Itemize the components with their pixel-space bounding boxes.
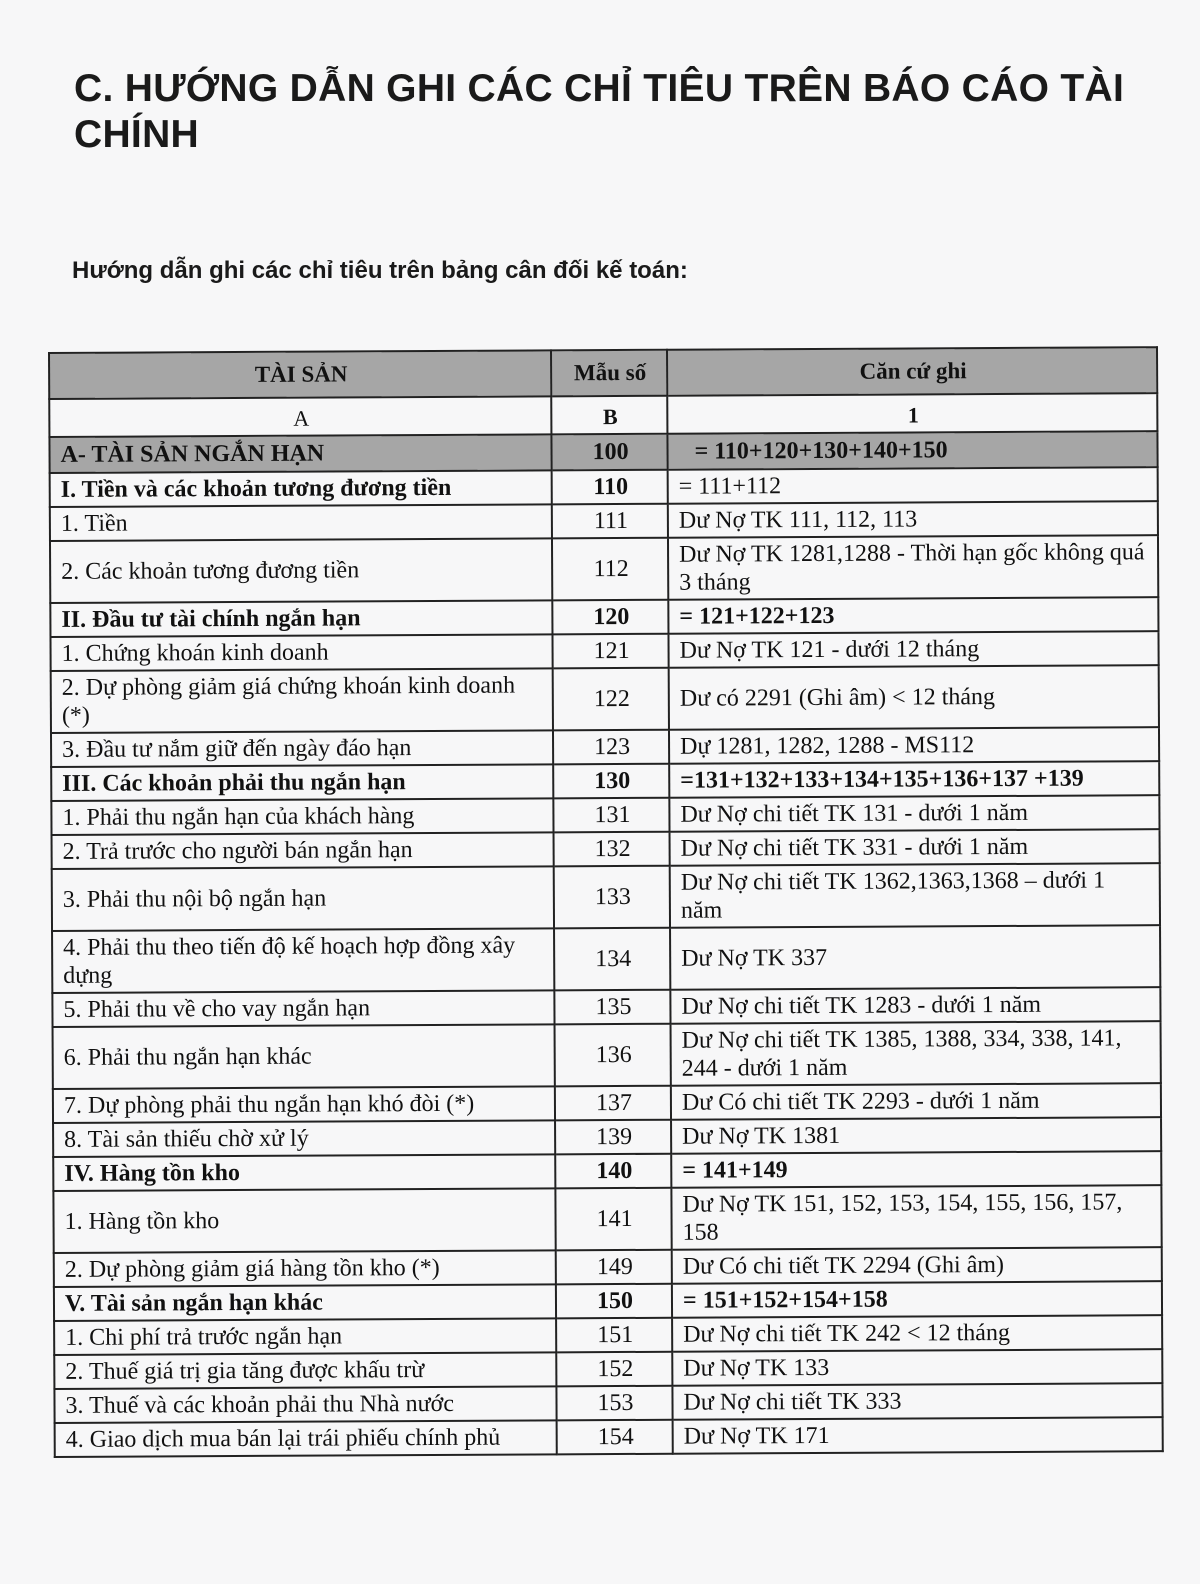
row-code: 110 (552, 470, 668, 505)
page-title: C. HƯỚNG DẪN GHI CÁC CHỈ TIÊU TRÊN BÁO CÁO TÀI CHÍNH (74, 67, 1125, 156)
row-code: 132 (554, 832, 670, 867)
row-label: 4. Giao dịch mua bán lại trái phiếu chính phủ (55, 1420, 557, 1457)
row-label: I. Tiền và các khoản tương đương tiền (50, 470, 552, 507)
row-label: 1. Chi phí trả trước ngắn hạn (54, 1318, 556, 1355)
table-row (50, 501, 1158, 541)
row-basis: = 141+149 (671, 1151, 1161, 1188)
row-code: 120 (552, 600, 668, 635)
row-basis: =131+132+133+134+135+136+137 +139 (669, 761, 1159, 798)
row-label: II. Đầu tư tài chính ngắn hạn (50, 600, 552, 637)
row-label: 2. Trả trước cho người bán ngắn hạn (52, 832, 554, 869)
table-row (53, 1117, 1161, 1157)
column-letter-1: 1 (667, 393, 1157, 434)
row-code: 149 (556, 1250, 672, 1285)
row-basis: Dư Có chi tiết TK 2294 (Ghi âm) (672, 1247, 1162, 1284)
row-code: 135 (554, 990, 670, 1025)
row-code: 100 (551, 434, 667, 471)
row-code: 130 (553, 764, 669, 799)
row-label: 3. Thuế và các khoản phải thu Nhà nước (54, 1386, 556, 1423)
table-row (52, 987, 1160, 1027)
header-basis: Căn cứ ghi (667, 347, 1157, 396)
row-code: 133 (554, 866, 670, 929)
row-basis: Dư Nợ chi tiết TK 1362,1363,1368 – dưới 1 năm (670, 863, 1160, 928)
row-label: 1. Phải thu ngắn hạn của khách hàng (51, 798, 553, 835)
table-row (50, 467, 1158, 507)
table-row (54, 1383, 1162, 1423)
row-label: 1. Chứng khoán kinh doanh (50, 634, 552, 671)
balance-sheet-guide-table (48, 346, 1164, 1458)
table-row (53, 1185, 1161, 1253)
row-label: 7. Dự phòng phải thu ngắn hạn khó đòi (*) (53, 1086, 555, 1123)
row-basis: = 151+152+154+158 (672, 1281, 1162, 1318)
row-label: V. Tài sản ngắn hạn khác (54, 1284, 556, 1321)
row-code: 137 (555, 1086, 671, 1121)
header-code: Mẫu số (551, 350, 667, 397)
row-code: 153 (556, 1386, 672, 1421)
row-label: 2. Dự phòng giảm giá chứng khoán kinh doanh (*) (51, 668, 553, 733)
row-label: 8. Tài sản thiếu chờ xử lý (53, 1120, 555, 1157)
table-row (54, 1281, 1162, 1321)
table-row (51, 795, 1159, 835)
row-basis: Dư Nợ chi tiết TK 242 < 12 tháng (672, 1315, 1162, 1352)
row-code: 136 (555, 1024, 671, 1087)
row-basis: Dự 1281, 1282, 1288 - MS112 (669, 727, 1159, 764)
table-row (51, 665, 1159, 733)
table-row (53, 1021, 1161, 1089)
row-basis: Dư Nợ TK 1381 (671, 1117, 1161, 1154)
row-basis: Dư Nợ TK 151, 152, 153, 154, 155, 156, 157, 158 (671, 1185, 1161, 1250)
row-code: 140 (555, 1154, 671, 1189)
row-code: 152 (556, 1352, 672, 1387)
row-label: 2. Các khoản tương đương tiền (50, 538, 552, 603)
row-code: 151 (556, 1318, 672, 1353)
table-header-row (49, 347, 1157, 399)
row-code: 141 (555, 1188, 671, 1251)
table-row (50, 631, 1158, 671)
column-letter-a: A (49, 396, 551, 437)
row-basis: Dư Nợ chi tiết TK 1385, 1388, 334, 338, 141, 244 - dưới 1 năm (671, 1021, 1161, 1086)
row-basis: Dư Nợ TK 171 (673, 1417, 1163, 1454)
row-label: 3. Phải thu nội bộ ngắn hạn (52, 866, 554, 931)
row-code: 139 (555, 1120, 671, 1155)
table-row (54, 1247, 1162, 1287)
row-code: 150 (556, 1284, 672, 1319)
row-label: IV. Hàng tồn kho (53, 1154, 555, 1191)
column-letter-row (49, 393, 1157, 437)
table-row (54, 1349, 1162, 1389)
row-code: 134 (554, 928, 670, 991)
header-assets: TÀI SẢN (49, 350, 551, 399)
row-basis: Dư Nợ TK 1281,1288 - Thời hạn gốc không quá 3 tháng (668, 535, 1158, 600)
table-row (52, 863, 1160, 931)
row-label: 3. Đầu tư nắm giữ đến ngày đáo hạn (51, 730, 553, 767)
row-basis: Dư Nợ TK 121 - dưới 12 tháng (668, 631, 1158, 668)
row-basis: = 110+120+130+140+150 (667, 431, 1157, 470)
row-code: 121 (552, 634, 668, 669)
row-code: 122 (553, 668, 669, 731)
section-subtitle: Hướng dẫn ghi các chỉ tiêu trên bảng cân đối kế toán: (72, 257, 688, 284)
table-row (51, 761, 1159, 801)
row-basis: = 121+122+123 (668, 597, 1158, 634)
table-row (55, 1417, 1163, 1457)
column-letter-b: B (551, 396, 667, 435)
row-basis: Dư Nợ chi tiết TK 333 (672, 1383, 1162, 1420)
row-basis: Dư Nợ chi tiết TK 131 - dưới 1 năm (669, 795, 1159, 832)
table-row (53, 1151, 1161, 1191)
table-row (51, 727, 1159, 767)
row-code: 112 (552, 538, 668, 601)
row-label: 6. Phải thu ngắn hạn khác (53, 1024, 555, 1089)
row-label: 1. Hàng tồn kho (53, 1188, 555, 1253)
table-row (53, 1083, 1161, 1123)
row-basis: Dư Nợ TK 111, 112, 113 (668, 501, 1158, 538)
row-basis: = 111+112 (668, 467, 1158, 504)
row-code: 111 (552, 504, 668, 539)
row-label: 2. Dự phòng giảm giá hàng tồn kho (*) (54, 1250, 556, 1287)
row-code: 154 (557, 1420, 673, 1455)
row-code: 131 (553, 798, 669, 833)
row-label: 4. Phải thu theo tiến độ kế hoạch hợp đồng xây dựng (52, 928, 554, 993)
row-basis: Dư Nợ chi tiết TK 331 - dưới 1 năm (670, 829, 1160, 866)
table-row (52, 925, 1160, 993)
row-basis: Dư Nợ TK 337 (670, 925, 1160, 990)
row-code: 123 (553, 730, 669, 765)
row-label: 5. Phải thu về cho vay ngắn hạn (52, 990, 554, 1027)
table-row (50, 597, 1158, 637)
table-row (52, 829, 1160, 869)
row-label: III. Các khoản phải thu ngắn hạn (51, 764, 553, 801)
row-label: 2. Thuế giá trị gia tăng được khấu trừ (54, 1352, 556, 1389)
row-basis: Dư Nợ TK 133 (672, 1349, 1162, 1386)
row-basis: Dư Có chi tiết TK 2293 - dưới 1 năm (671, 1083, 1161, 1120)
table-row (49, 431, 1157, 473)
row-label: 1. Tiền (50, 504, 552, 541)
row-basis: Dư có 2291 (Ghi âm) < 12 tháng (669, 665, 1159, 730)
row-basis: Dư Nợ chi tiết TK 1283 - dưới 1 năm (670, 987, 1160, 1024)
table-row (54, 1315, 1162, 1355)
row-label: A- TÀI SẢN NGẮN HẠN (49, 434, 551, 473)
table-row (50, 535, 1158, 603)
balance-sheet-guide-table-wrapper (48, 346, 1164, 1458)
